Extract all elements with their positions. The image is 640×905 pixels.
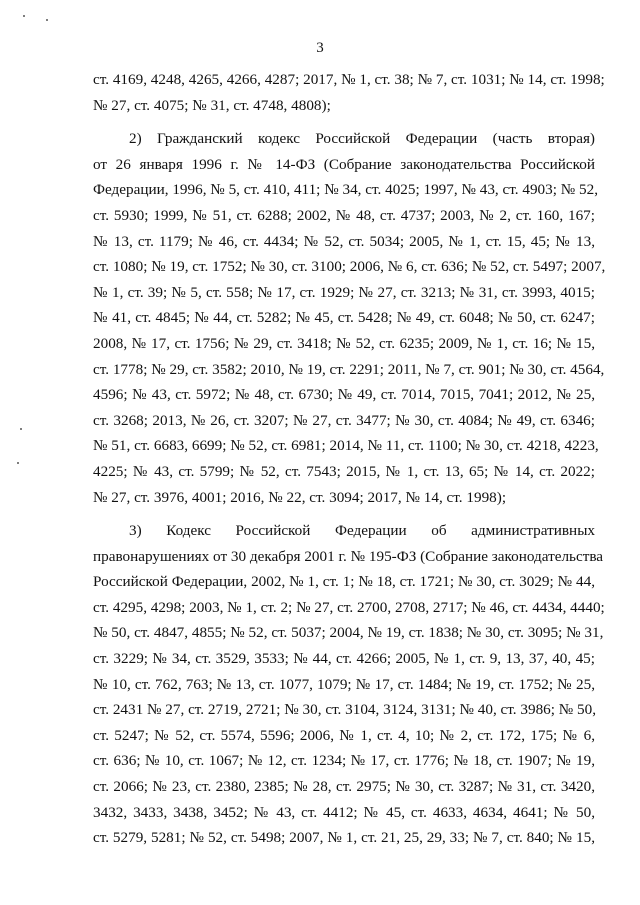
text-line: ст. 5930; 1999, № 51, ст. 6288; 2002, № 48, ст. 4737; 2003, № 2, ст. 160, 167;	[93, 206, 595, 224]
text-line: 2) Гражданский кодекс Российской Федерации (часть вторая)	[129, 130, 595, 148]
text-line: ст. 1080; № 19, ст. 1752; № 30, ст. 3100; 2006, № 6, ст. 636; № 52, ст. 5497; 2007,	[93, 258, 606, 276]
text-line: № 10, ст. 762, 763; № 13, ст. 1077, 1079; № 17, ст. 1484; № 19, ст. 1752; № 25,	[93, 675, 595, 693]
text-line: № 41, ст. 4845; № 44, ст. 5282; № 45, ст. 5428; № 49, ст. 6048; № 50, ст. 6247;	[93, 309, 595, 327]
document-body	[93, 67, 606, 851]
scan-speck	[46, 19, 48, 21]
paragraph-continuation	[93, 67, 605, 118]
text-line: Федерации, 1996, № 5, ст. 410, 411; № 34, ст. 4025; 1997, № 43, ст. 4903; № 52,	[93, 181, 599, 199]
text-line: № 27, ст. 3976, 4001; 2016, № 22, ст. 3094; 2017, № 14, ст. 1998);	[93, 488, 507, 506]
text-line: ст. 4169, 4248, 4265, 4266, 4287; 2017, № 1, ст. 38; № 7, ст. 1031; № 14, ст. 1998;	[93, 71, 605, 88]
list-item-administrative-code	[93, 518, 605, 851]
text-line: 2008, № 17, ст. 1756; № 29, ст. 3418; № 52, ст. 6235; 2009, № 1, ст. 16; № 15,	[93, 334, 595, 352]
text-line: № 51, ст. 6683, 6699; № 52, ст. 6981; 2014, № 11, ст. 1100; № 30, ст. 4218, 4223,	[93, 437, 599, 455]
text-line: ст. 5279, 5281; № 52, ст. 5498; 2007, № 1, ст. 21, 25, 29, 33; № 7, ст. 840; № 15,	[93, 829, 595, 847]
scan-speck	[20, 428, 22, 430]
text-line: № 50, ст. 4847, 4855; № 52, ст. 5037; 2004, № 19, ст. 1838; № 30, ст. 3095; № 31,	[93, 624, 604, 642]
text-line: Российской Федерации, 2002, № 1, ст. 1; № 18, ст. 1721; № 30, ст. 3029; № 44,	[93, 573, 595, 591]
scan-speck	[23, 15, 25, 17]
text-line: ст. 4295, 4298; 2003, № 1, ст. 2; № 27, ст. 2700, 2708, 2717; № 46, ст. 4434, 4440;	[93, 598, 605, 616]
text-line: № 13, ст. 1179; № 46, ст. 4434; № 52, ст. 5034; 2005, № 1, ст. 15, 45; № 13,	[93, 232, 595, 250]
page-number: 3	[316, 40, 324, 56]
text-line: ст. 3268; 2013, № 26, ст. 3207; № 27, ст. 3477; № 30, ст. 4084; № 49, ст. 6346;	[93, 411, 595, 429]
text-line: № 27, ст. 4075; № 31, ст. 4748, 4808);	[93, 96, 331, 114]
text-line: 3432, 3433, 3438, 3452; № 43, ст. 4412; № 45, ст. 4633, 4634, 4641; № 50,	[93, 803, 595, 821]
text-line: от 26 января 1996 г. № 14-ФЗ (Собрание законодательства Российской	[93, 155, 595, 173]
scan-speck	[17, 462, 19, 464]
text-line: ст. 3229; № 34, ст. 3529, 3533; № 44, ст. 4266; 2005, № 1, ст. 9, 13, 37, 40, 45;	[93, 650, 595, 668]
text-line: правонарушениях от 30 декабря 2001 г. № 195-ФЗ (Собрание законодательства	[93, 547, 604, 565]
text-line: ст. 1778; № 29, ст. 3582; 2010, № 19, ст. 2291; 2011, № 7, ст. 901; № 30, ст. 4564,	[93, 360, 605, 378]
text-line: 4596; № 43, ст. 5972; № 48, ст. 6730; № 49, ст. 7014, 7015, 7041; 2012, № 25,	[93, 386, 595, 404]
text-line: 4225; № 43, ст. 5799; № 52, ст. 7543; 2015, № 1, ст. 13, 65; № 14, ст. 2022;	[93, 462, 595, 480]
text-line: ст. 2431 № 27, ст. 2719, 2721; № 30, ст. 3104, 3124, 3131; № 40, ст. 3986; № 50,	[93, 701, 597, 719]
text-line: ст. 5247; № 52, ст. 5574, 5596; 2006, № 1, ст. 4, 10; № 2, ст. 172, 175; № 6,	[93, 726, 595, 744]
text-line: 3) Кодекс Российской Федерации об административных	[129, 522, 595, 540]
text-line: ст. 636; № 10, ст. 1067; № 12, ст. 1234; № 17, ст. 1776; № 18, ст. 1907; № 19,	[93, 752, 595, 770]
text-line: № 1, ст. 39; № 5, ст. 558; № 17, ст. 1929; № 27, ст. 3213; № 31, ст. 3993, 4015;	[93, 283, 595, 301]
text-line: ст. 2066; № 23, ст. 2380, 2385; № 28, ст. 2975; № 30, ст. 3287; № 31, ст. 3420,	[93, 778, 595, 796]
list-item-civil-code	[93, 126, 606, 510]
